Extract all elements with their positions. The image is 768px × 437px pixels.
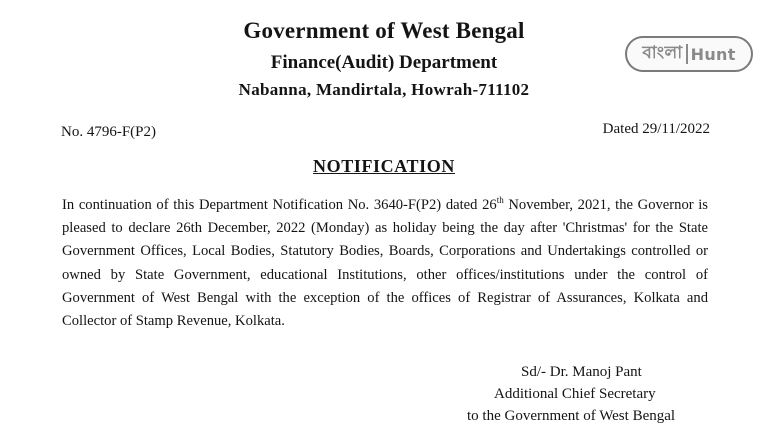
bangla-hunt-logo: [625, 36, 753, 72]
signatory-name: Sd/- Dr. Manoj Pant: [521, 364, 642, 380]
logo-divider: [686, 44, 688, 64]
reference-number: No. 4796-F(P2): [61, 124, 157, 140]
logo-bengali-text: বাংলা: [642, 43, 683, 63]
body-text-part2: November, 2021, the Governor is pleased to declare 26th December, 2022 (Monday) as holiday being the day after 'Christmas' for the State Government Offices, Local Bodies, Statutory Bodies, Boards, Corporations and Undertakings controlled or owned by State Government, educational Institutions, other offices/institutions under the control of Government of West Bengal with the exception of the offices of Registrar of Assurances, Kolkata and Collector of Stamp Revenue, Kolkata.: [62, 197, 708, 330]
signature-block: [440, 361, 750, 427]
government-title: Government of West Bengal: [243, 18, 525, 43]
body-superscript: th: [496, 195, 504, 206]
department-address: Nabanna, Mandirtala, Howrah-711102: [238, 80, 530, 99]
logo-english-text: Hunt: [690, 44, 736, 64]
signatory-office: to the Government of West Bengal: [467, 408, 676, 424]
notification-body: [62, 194, 708, 333]
reference-date: Dated 29/11/2022: [602, 121, 710, 137]
department-name: Finance(Audit) Department: [270, 52, 498, 73]
signatory-designation: Additional Chief Secretary: [494, 386, 656, 402]
body-text-part1: In continuation of this Department Notification No. 3640-F(P2) dated 26: [62, 197, 497, 213]
notification-heading: NOTIFICATION: [313, 156, 455, 176]
